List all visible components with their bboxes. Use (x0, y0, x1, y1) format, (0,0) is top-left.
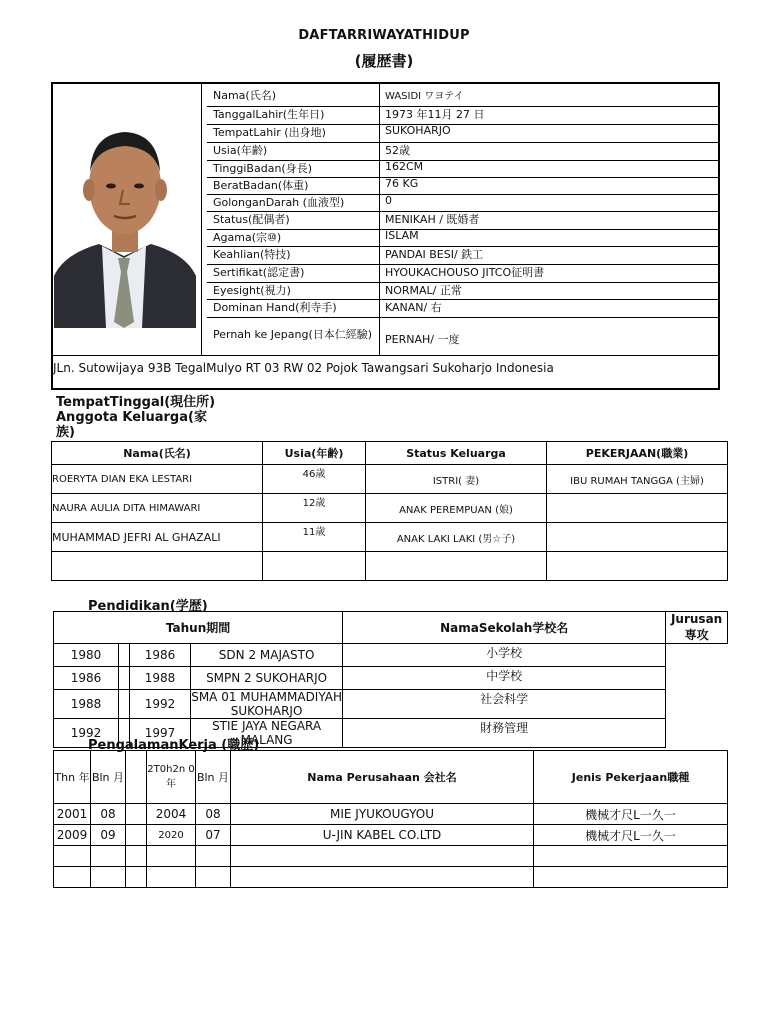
personal-row (207, 282, 719, 300)
personal-row (207, 194, 719, 212)
personal-divider (379, 84, 380, 106)
family-col-age: Usia(年齢) (263, 442, 366, 465)
edu-col-major: Jurusan専攻 (666, 612, 728, 644)
edu-year-end: 1988 (130, 667, 191, 690)
personal-row (207, 211, 719, 230)
family-table (51, 441, 728, 581)
family-status: ISTRI( 妻) (366, 465, 547, 494)
family-name: ROERYTA DIAN EKA LESTARI (52, 465, 263, 494)
table-row (54, 667, 728, 690)
work-spacer (126, 867, 147, 888)
family-heading: Anggota Keluarga(家族) (56, 410, 207, 440)
table-row (52, 523, 728, 552)
work-col-spacer (126, 751, 147, 804)
edu-spacer (119, 667, 130, 690)
education-heading: Pendidikan(学歴) (88, 599, 208, 614)
family-job (547, 552, 728, 581)
work-heading: PengalamanKerja (職歴) (88, 738, 260, 753)
work-spacer (126, 846, 147, 867)
work-start-month: 09 (91, 825, 126, 846)
personal-row (207, 142, 719, 161)
family-name (52, 552, 263, 581)
edu-col-year: Tahun期間 (54, 612, 343, 644)
work-spacer (126, 804, 147, 825)
document-title: DAFTARRIWAYATHIDUP (298, 28, 470, 43)
edu-school: STIE JAYA NEGARA MALANG (191, 719, 343, 748)
family-col-name: Nama(氏名) (52, 442, 263, 465)
personal-label: TanggalLahir(生年日) (213, 108, 325, 121)
family-job (547, 523, 728, 552)
table-row (54, 825, 728, 846)
work-end-month (196, 846, 231, 867)
personal-row (207, 246, 719, 265)
work-col-company: Nama Perusahaan 会社名 (231, 751, 534, 804)
work-col-end-month: Bln 月 (196, 751, 231, 804)
personal-value: 0 (385, 194, 392, 207)
personal-value: 162CM (385, 160, 424, 173)
work-end-year: 2020 (147, 825, 196, 846)
personal-row (207, 264, 719, 283)
family-col-status: Status Keluarga (366, 442, 547, 465)
personal-row (207, 317, 719, 355)
edu-spacer (119, 644, 130, 667)
personal-divider (379, 211, 380, 229)
personal-divider (379, 194, 380, 211)
work-start-year (54, 867, 91, 888)
personal-divider (379, 264, 380, 282)
edu-spacer (119, 690, 130, 719)
family-age: 46歳 (263, 465, 366, 494)
family-age: 11歳 (263, 523, 366, 552)
work-end-month: 08 (196, 804, 231, 825)
edu-year-start: 1980 (54, 644, 119, 667)
personal-label: TinggiBadan(身長) (213, 162, 312, 175)
address-line: JLn. Sutowijaya 93B TegalMulyo RT 03 RW 02 Pojok Tawangsari Sukoharjo Indonesia (51, 355, 720, 390)
personal-value: MENIKAH / 既婚者 (385, 213, 480, 226)
family-name: MUHAMMAD JEFRI AL GHAZALI (52, 523, 263, 552)
edu-school: SMA 01 MUHAMMADIYAH SUKOHARJO (191, 690, 342, 718)
family-col-job: PEKERJAAN(職業) (547, 442, 728, 465)
work-end-month: 07 (196, 825, 231, 846)
personal-divider (379, 229, 380, 246)
personal-label: Sertifikat(認定書) (213, 266, 305, 279)
personal-label: Dominan Hand(利寺手) (213, 301, 337, 314)
work-spacer (126, 825, 147, 846)
personal-row (207, 124, 719, 143)
table-row (54, 644, 728, 667)
work-end-year (147, 867, 196, 888)
personal-value: WASIDI ワヨテイ (385, 91, 464, 102)
work-col-start-year: Thn 年 (54, 751, 91, 804)
family-status: ANAK LAKI LAKI (男☆子) (366, 523, 547, 552)
family-age: 12歳 (263, 494, 366, 523)
work-start-year: 2001 (54, 804, 91, 825)
personal-divider (379, 282, 380, 299)
edu-major: 中学校 (343, 667, 666, 690)
personal-divider (379, 177, 380, 194)
edu-year-start: 1988 (54, 690, 119, 719)
family-status (366, 552, 547, 581)
table-row (52, 552, 728, 581)
work-end-year: 2004 (147, 804, 196, 825)
work-company: U-JIN KABEL CO.LTD (231, 825, 534, 846)
table-row (54, 846, 728, 867)
edu-year-end: 1997 (130, 719, 191, 748)
work-start-month: 08 (91, 804, 126, 825)
personal-value: PANDAI BESI/ 鉄工 (385, 248, 484, 261)
family-status: ANAK PEREMPUAN (娘) (366, 494, 547, 523)
personal-value: ISLAM (385, 229, 419, 242)
edu-year-start: 1986 (54, 667, 119, 690)
document-subtitle: (履歴書) (354, 52, 414, 70)
personal-divider (379, 299, 380, 317)
table-row (54, 804, 728, 825)
personal-value: PERNAH/ 一度 (385, 333, 460, 346)
work-start-year (54, 846, 91, 867)
work-start-year: 2009 (54, 825, 91, 846)
family-job: IBU RUMAH TANGGA (主婦) (547, 465, 728, 494)
personal-row (207, 229, 719, 247)
work-end-month (196, 867, 231, 888)
personal-label: Pernah ke Jepang(日本仁經驗) (213, 328, 373, 341)
personal-row (207, 177, 719, 195)
edu-major: 財務管理 (343, 719, 666, 748)
edu-school: SMPN 2 SUKOHARJO (191, 667, 343, 690)
personal-divider (379, 142, 380, 160)
edu-school: SDN 2 MAJASTO (191, 644, 343, 667)
personal-label: TempatLahir (出身地) (213, 126, 326, 139)
edu-major: 社会科学 (343, 690, 666, 719)
personal-row (207, 160, 719, 178)
family-job (547, 494, 728, 523)
personal-label: Usia(年齢) (213, 144, 268, 157)
work-company (231, 867, 534, 888)
personal-label: Agama(宗⑩) (213, 231, 282, 244)
family-age (263, 552, 366, 581)
personal-divider (379, 160, 380, 177)
personal-row (207, 299, 719, 318)
work-start-month (91, 867, 126, 888)
table-row (54, 867, 728, 888)
edu-year-start: 1992 (54, 719, 119, 748)
edu-year-end: 1992 (130, 690, 191, 719)
personal-divider (379, 246, 380, 264)
personal-label: Status(配偶者) (213, 213, 290, 226)
personal-label: GolonganDarah (血液型) (213, 196, 345, 209)
personal-value: SUKOHARJO (385, 124, 451, 137)
personal-value: 1973 年11月 27 日 (385, 108, 485, 121)
work-col-start-month: Bln 月 (91, 751, 126, 804)
work-company: MIE JYUKOUGYOU (231, 804, 534, 825)
personal-value: KANAN/ 右 (385, 301, 442, 314)
table-row (52, 465, 728, 494)
personal-value: HYOUKACHOUSO JITCO征明書 (385, 266, 545, 279)
table-row (54, 690, 728, 719)
personal-value: 52歳 (385, 144, 410, 157)
personal-row (207, 84, 719, 107)
education-table (53, 611, 728, 748)
edu-year-end: 1986 (130, 644, 191, 667)
personal-value: 76 KG (385, 177, 419, 190)
personal-divider (379, 106, 380, 124)
work-table (53, 750, 728, 888)
work-jobtype: 機械才尺L一久一 (534, 804, 728, 825)
work-company (231, 846, 534, 867)
personal-label: Keahlian(特技) (213, 248, 291, 261)
personal-label: Nama(氏名) (213, 89, 277, 102)
personal-label: BeratBadan(体重) (213, 179, 309, 192)
family-name: NAURA AULIA DITA HIMAWARI (52, 494, 263, 523)
edu-col-school: NamaSekolah学校名 (343, 612, 666, 644)
profile-photo (54, 86, 196, 328)
personal-row (207, 106, 719, 125)
work-jobtype (534, 846, 728, 867)
work-col-end-year: 2T0h2n 0年 (147, 751, 196, 804)
photo-divider (201, 84, 202, 355)
personal-divider (379, 124, 380, 142)
work-jobtype (534, 867, 728, 888)
work-end-year (147, 846, 196, 867)
table-row (52, 494, 728, 523)
personal-value: NORMAL/ 正常 (385, 284, 462, 297)
work-start-month (91, 846, 126, 867)
personal-label: Eyesight(視力) (213, 284, 291, 297)
personal-divider (379, 317, 380, 355)
work-col-jobtype: Jenis Pekerjaan職種 (534, 751, 728, 804)
work-jobtype: 機械才尺L一久一 (534, 825, 728, 846)
residence-heading: TempatTinggal(現住所) (56, 395, 216, 410)
edu-major: 小学校 (343, 644, 666, 667)
